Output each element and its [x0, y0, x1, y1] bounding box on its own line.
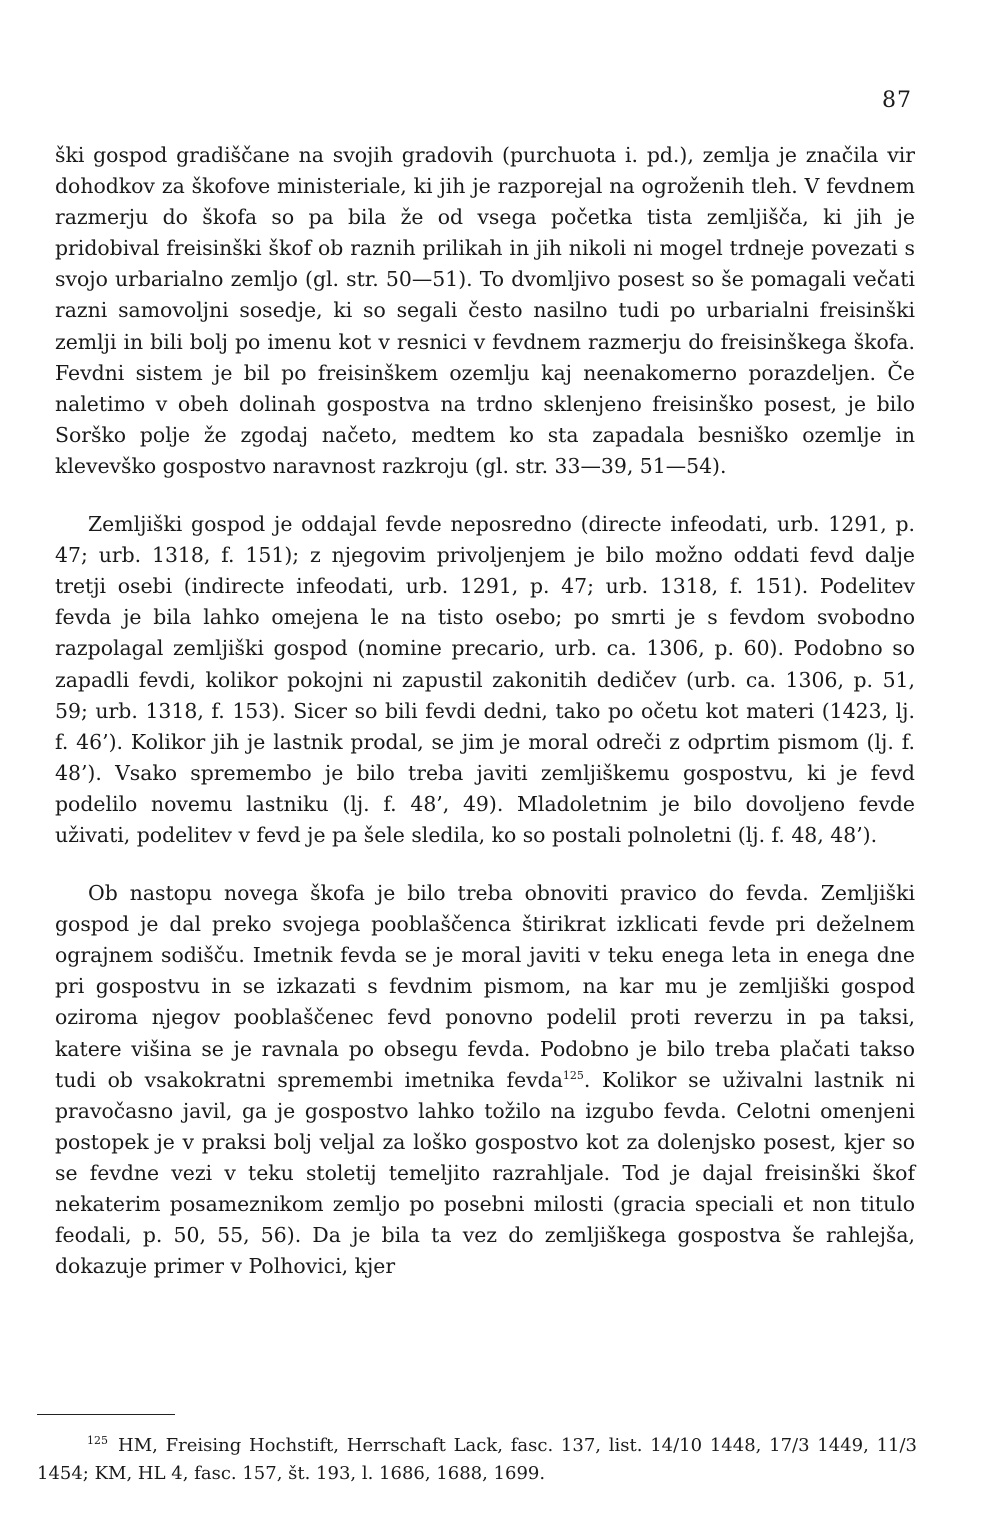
- footnote-mark: 125: [87, 1434, 108, 1447]
- footnote-divider: [37, 1414, 175, 1415]
- paragraph-3-text-b: . Kolikor se uživalni lastnik ni pravočasno javil, ga je gospostvo lahko tožilo na izgubo fevda. Celotni omenjeni postopek je v praksi bolj veljal za loško gospostvo kot za dolenjsko posest, kjer so se fevdne vezi v teku stoletij temeljito razrahljale. Tod je dajal freisinški škof nekaterim posameznikom zemljo po posebni milosti (gracia speciali et non titulo feodali, p. 50, 55, 56). Da je bila ta vez do zemljiškega gospostva še rahlejša, dokazuje primer v Polhovici, kjer: [55, 1067, 915, 1279]
- paragraph-3: [55, 878, 915, 1282]
- paragraph-3-text-a: Ob nastopu novega škofa je bilo treba obnoviti pravico do fevda. Zemljiški gospod je dal preko svojega pooblaščenca štirikrat izklicati fevde pri deželnem ograjnem sodišču. Imetnik fevda se je moral javiti v teku enega leta in enega dne pri gospostvu in se izkazati s fevdnim pismom, na kar mu je zemljiški gospod oziroma njegov pooblaščenec fevd ponovno podelil proti reverzu in pa taksi, katere višina se je ravnala po obsegu fevda. Podobno je bilo treba plačati takso tudi ob vsakokratni spremembi imetnika fevda: [55, 881, 915, 1092]
- footnote-text: HM, Freising Hochstift, Herrschaft Lack, fasc. 137, list. 14/10 1448, 17/3 1449, 11/3 1454; KM, HL 4, fasc. 157, št. 193, l. 1686, 1688, 1699.: [37, 1435, 917, 1484]
- footnote-reference[interactable]: 125: [562, 1068, 584, 1082]
- paragraph-2: Zemljiški gospod je oddajal fevde neposredno (directe infeodati, urb. 1291, p. 47; urb. 1318, f. 151); z njegovim privoljenjem je bilo možno oddati fevd dalje tretji osebi (indirecte infeodati, urb. 1291, p. 47; urb. 1318, f. 151). Podelitev fevda je bila lahko omejena le na tisto osebo; po smrti je s fevdom svobodno razpolagal zemljiški gospod (nomine precario, urb. ca. 1306, p. 60). Podobno so zapadli fevdi, kolikor pokojni ni zapustil zakonitih dedičev (urb. ca. 1306, p. 51, 59; urb. 1318, f. 153). Sicer so bili fevdi dedni, tako po očetu kot materi (1423, lj. f. 46’). Kolikor jih je lastnik prodal, se jim je moral odreči z odprtim pismom (lj. f. 48’). Vsako spremembo je bilo treba javiti zemljiškemu gospostvu, ki je fevd podelilo novemu lastniku (lj. f. 48’, 49). Mladoletnim je bilo dovoljeno fevde uživati, podelitev v fevd je pa šele sledila, ko so postali polnoletni (lj. f. 48, 48’).: [55, 512, 915, 847]
- paragraph-gap: [55, 482, 915, 509]
- body-text: [55, 140, 915, 1282]
- footnote: [37, 1432, 917, 1488]
- paragraph-gap: [55, 851, 915, 878]
- page-number: 87: [882, 88, 912, 113]
- paragraph-1: ški gospod gradiščane na svojih gradovih (purchuota i. pd.), zemlja je značila vir dohodkov za škofove ministeriale, ki jih je razporejal na ogroženih tleh. V fevdnem razmerju do škofa so pa bila že od vsega početka tista zemljišča, ki jih je pridobival freisinški škof ob raznih prilikah in jih nikoli ni mogel trdneje povezati s svojo urbarialno zemljo (gl. str. 50—51). To dvomljivo posest so še pomagali večati razni samovoljni sosedje, ki so segali često nasilno tudi po urbarialni freisinški zemlji in bili bolj po imenu kot v resnici v fevdnem razmerju do freisinškega škofa. Fevdni sistem je bil po freisinškem ozemlju kaj neenakomerno porazdeljen. Če naletimo v obeh dolinah gospostva na trdno sklenjeno freisinško posest, je bilo Sorško polje že zgodaj načeto, medtem ko sta zapadala besniško ozemlje in klevevško gospostvo naravnost razkroju (gl. str. 33—39, 51—54).: [55, 143, 915, 478]
